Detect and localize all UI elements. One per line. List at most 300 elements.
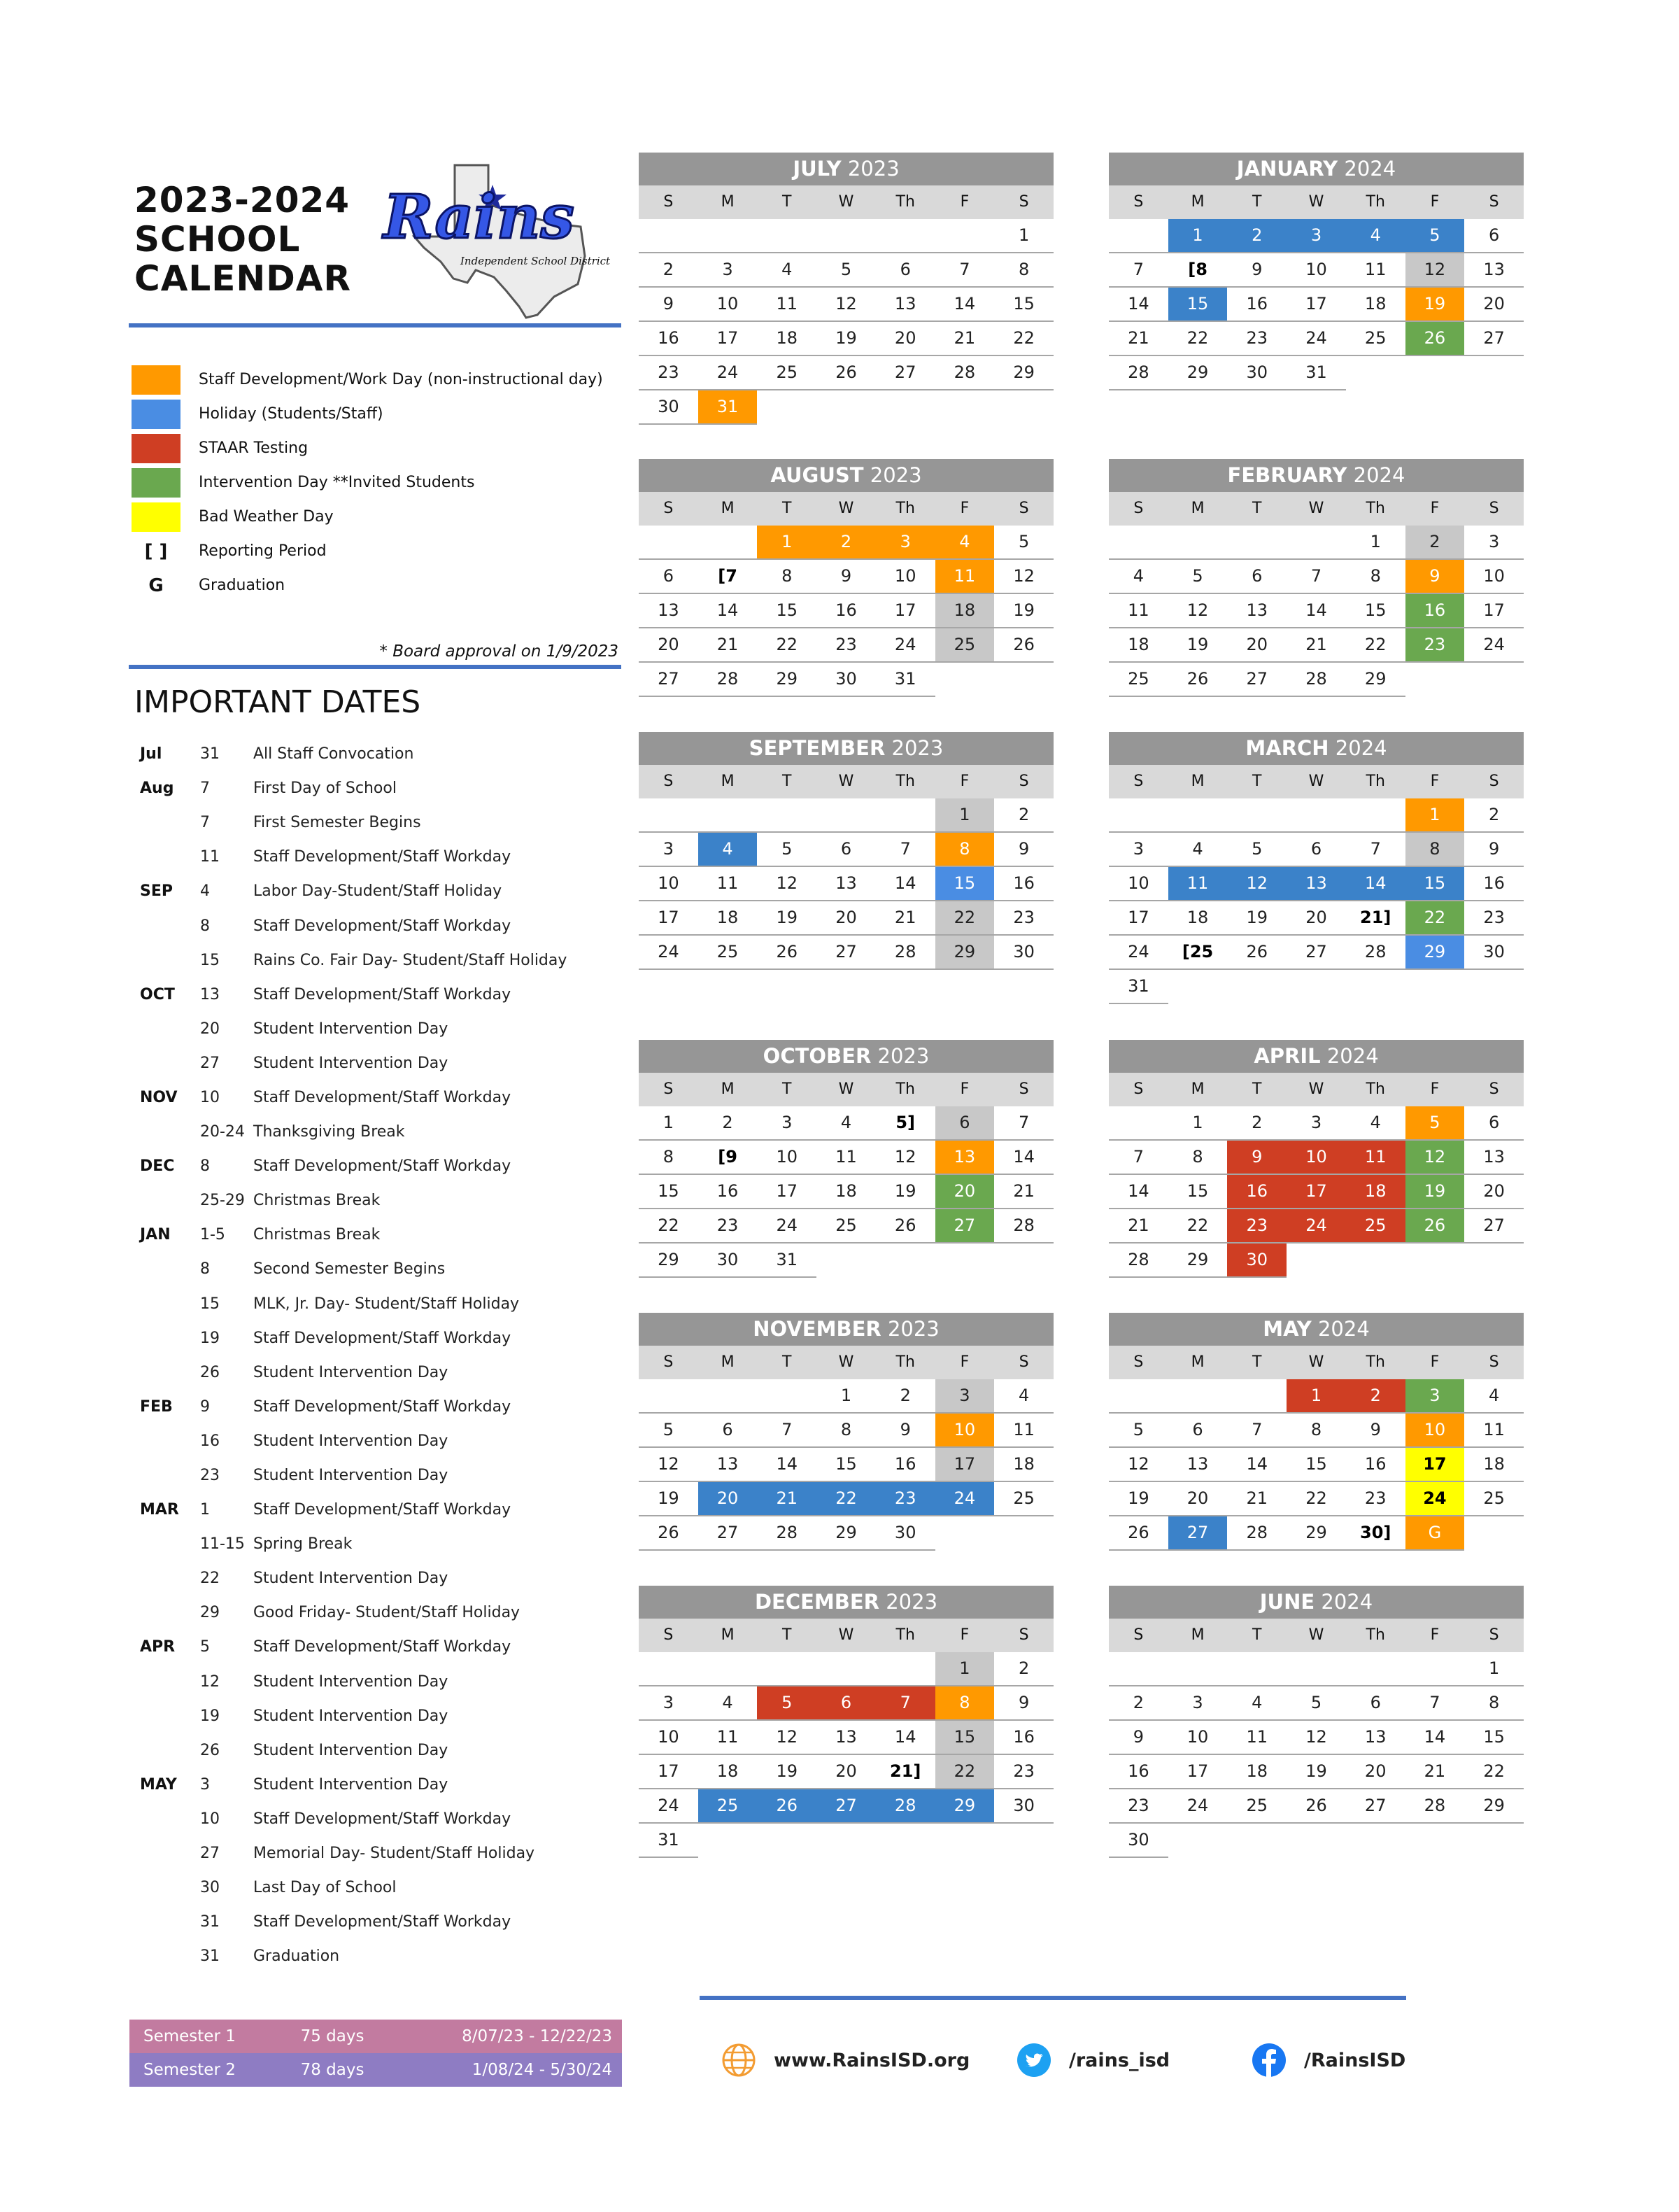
day-cell: 10 — [698, 288, 758, 322]
weekday-label: S — [1019, 1353, 1029, 1371]
empty-day-cell — [994, 663, 1054, 697]
date-day: 16 — [200, 1432, 220, 1450]
month-name: JULY — [793, 157, 842, 181]
date-day: 1-5 — [200, 1226, 225, 1244]
day-cell: 17 — [935, 1448, 995, 1482]
day-cell: 16 — [1227, 1175, 1287, 1209]
month-header — [1109, 1313, 1524, 1346]
date-month: JAN — [140, 1226, 171, 1244]
day-cell: 21 — [994, 1175, 1054, 1209]
date-day: 3 — [200, 1775, 210, 1794]
weekday-label: M — [1191, 773, 1205, 790]
date-day: 27 — [200, 1054, 220, 1072]
empty-day-cell — [935, 1244, 995, 1278]
month-calendar — [1109, 1586, 1524, 1858]
day-cell: 6 — [698, 1414, 758, 1448]
day-cell: 19 — [1405, 288, 1465, 322]
important-date-row — [134, 1149, 624, 1183]
day-cell: 10 — [1405, 1414, 1465, 1448]
facebook-link[interactable] — [1251, 2042, 1405, 2078]
twitter-link[interactable] — [1016, 2042, 1170, 2078]
weekday-label: Th — [1366, 773, 1385, 790]
month-calendar — [1109, 732, 1524, 1004]
day-cell: 26 — [757, 1789, 816, 1824]
weekday-label: M — [1191, 1353, 1205, 1371]
month-year: 2024 — [1326, 1044, 1379, 1068]
date-event: Rains Co. Fair Day- Student/Staff Holiday — [253, 951, 567, 969]
legend — [132, 362, 603, 603]
weekday-label: W — [1308, 1080, 1324, 1098]
day-cell: 26 — [757, 936, 816, 970]
month-header — [1109, 732, 1524, 765]
day-cell: 27 — [1168, 1516, 1228, 1551]
day-cell: 18 — [698, 901, 758, 936]
important-date-row — [134, 840, 624, 874]
day-cell: 26 — [1168, 663, 1228, 697]
board-approval-note: * Board approval on 1/9/2023 — [379, 642, 618, 661]
day-cell: 6 — [1346, 1686, 1405, 1721]
weekday-label: W — [838, 1626, 854, 1644]
empty-day-cell — [639, 219, 698, 253]
empty-day-cell — [1227, 1652, 1287, 1686]
day-cell: 3 — [1405, 1379, 1465, 1414]
day-grid — [1109, 219, 1524, 390]
weekday-label: S — [663, 193, 674, 211]
month-header — [1109, 1040, 1524, 1073]
weekday-label: T — [1252, 193, 1262, 211]
legend-item — [132, 397, 603, 431]
day-cell: 27 — [1287, 936, 1346, 970]
day-cell: 28 — [1109, 1244, 1168, 1278]
date-day: 20 — [200, 1020, 220, 1038]
empty-day-cell — [1346, 356, 1405, 390]
important-date-row — [134, 1321, 624, 1355]
day-cell: 24 — [639, 1789, 698, 1824]
weekday-label: S — [1133, 1353, 1144, 1371]
empty-day-cell — [1227, 526, 1287, 560]
empty-day-cell — [1464, 356, 1524, 390]
weekday-label: F — [1430, 773, 1440, 790]
important-date-row — [134, 1355, 624, 1390]
day-cell: 8 — [757, 560, 816, 594]
day-cell: 10 — [1168, 1721, 1228, 1755]
day-cell: 30 — [639, 390, 698, 425]
semester-name: Semester 2 — [143, 2061, 236, 2079]
date-day: 1 — [200, 1501, 210, 1519]
weekday-label: T — [782, 773, 792, 790]
day-cell: 21 — [1405, 1755, 1465, 1789]
empty-day-cell — [1168, 1379, 1228, 1414]
date-day: 12 — [200, 1672, 220, 1691]
day-cell: 27 — [876, 356, 935, 390]
date-event: Graduation — [253, 1947, 340, 1966]
day-cell: 2 — [1464, 798, 1524, 833]
title-line-calendar: CALENDAR — [134, 258, 351, 299]
day-cell: 16 — [994, 1721, 1054, 1755]
weekday-label: S — [663, 1080, 674, 1098]
weekday-label: Th — [895, 1080, 915, 1098]
date-month: FEB — [140, 1397, 173, 1416]
day-cell: 28 — [876, 936, 935, 970]
day-cell: 23 — [994, 1755, 1054, 1789]
date-day: 8 — [200, 1260, 210, 1278]
weekday-label: F — [960, 193, 970, 211]
month-calendar — [639, 1586, 1054, 1858]
empty-day-cell — [1464, 663, 1524, 697]
day-cell: 13 — [698, 1448, 758, 1482]
day-cell: 27 — [1346, 1789, 1405, 1824]
day-cell: 21 — [757, 1482, 816, 1516]
day-cell: 20 — [698, 1482, 758, 1516]
day-cell: 5 — [1287, 1686, 1346, 1721]
date-day: 26 — [200, 1363, 220, 1381]
day-cell: 21 — [935, 322, 995, 356]
day-cell: 13 — [1346, 1721, 1405, 1755]
day-cell: 23 — [876, 1482, 935, 1516]
empty-day-cell — [1109, 526, 1168, 560]
day-cell: 17 — [1287, 288, 1346, 322]
date-event: Staff Development/Staff Workday — [253, 1157, 511, 1176]
day-cell: 27 — [935, 1209, 995, 1244]
day-cell: 10 — [1464, 560, 1524, 594]
day-grid — [639, 1106, 1054, 1278]
empty-day-cell — [816, 1244, 876, 1278]
date-event: Staff Development/Staff Workday — [253, 917, 511, 935]
day-cell: 22 — [935, 901, 995, 936]
day-cell: 1 — [1168, 1106, 1228, 1141]
day-cell: 19 — [1109, 1482, 1168, 1516]
weekday-label: S — [663, 1626, 674, 1644]
day-cell: 24 — [935, 1482, 995, 1516]
day-cell: 1 — [639, 1106, 698, 1141]
month-name: JUNE — [1259, 1590, 1315, 1614]
day-cell: 28 — [994, 1209, 1054, 1244]
day-cell: 18 — [994, 1448, 1054, 1482]
day-cell: 15 — [935, 867, 995, 901]
date-month: Aug — [140, 780, 174, 798]
day-cell: 24 — [1287, 322, 1346, 356]
weekday-label: W — [838, 1353, 854, 1371]
day-cell: 19 — [757, 1755, 816, 1789]
weekday-label: S — [1133, 773, 1144, 790]
empty-day-cell — [1287, 526, 1346, 560]
day-cell: 6 — [1464, 219, 1524, 253]
day-cell: 30 — [1464, 936, 1524, 970]
weekday-label: W — [1308, 773, 1324, 790]
day-cell: 6 — [639, 560, 698, 594]
empty-day-cell — [1168, 526, 1228, 560]
day-cell: 12 — [994, 560, 1054, 594]
date-day: 5 — [200, 1638, 210, 1656]
legend-label: Bad Weather Day — [199, 508, 334, 526]
empty-day-cell — [1287, 970, 1346, 1004]
weekday-label: W — [838, 1080, 854, 1098]
day-cell: 31 — [1109, 970, 1168, 1004]
important-date-row — [134, 1080, 624, 1115]
weekday-label: F — [960, 773, 970, 790]
day-cell: 25 — [1464, 1482, 1524, 1516]
semester-days: 78 days — [300, 2061, 364, 2079]
day-cell: 29 — [935, 936, 995, 970]
day-cell: 11 — [816, 1141, 876, 1175]
legend-label: Graduation — [199, 577, 285, 594]
empty-day-cell — [1346, 798, 1405, 833]
day-cell: 12 — [1227, 867, 1287, 901]
day-cell: 27 — [639, 663, 698, 697]
weekday-label: F — [960, 1353, 970, 1371]
day-cell: 31 — [876, 663, 935, 697]
month-calendar — [639, 459, 1054, 697]
day-cell: 18 — [1227, 1755, 1287, 1789]
important-date-row — [134, 1836, 624, 1871]
day-cell: 13 — [1464, 253, 1524, 288]
day-cell: 30] — [1346, 1516, 1405, 1551]
day-cell: 10 — [935, 1414, 995, 1448]
day-cell: 14 — [994, 1141, 1054, 1175]
day-cell: 29 — [639, 1244, 698, 1278]
day-cell: 6 — [816, 833, 876, 867]
header-rule — [129, 323, 621, 327]
weekday-label: T — [1252, 1626, 1262, 1644]
day-cell: 29 — [1346, 663, 1405, 697]
weekday-label: S — [1489, 1353, 1499, 1371]
weekday-label: M — [1191, 1626, 1205, 1644]
month-calendar — [1109, 459, 1524, 697]
day-cell: 10 — [876, 560, 935, 594]
empty-day-cell — [1227, 1379, 1287, 1414]
empty-day-cell — [698, 526, 758, 560]
weekday-label: T — [782, 1353, 792, 1371]
date-event: Student Intervention Day — [253, 1570, 448, 1588]
day-cell: 31 — [757, 1244, 816, 1278]
empty-day-cell — [876, 1824, 935, 1858]
month-calendar — [1109, 1040, 1524, 1278]
day-cell: 27 — [1227, 663, 1287, 697]
day-cell: 9 — [1109, 1721, 1168, 1755]
day-cell: 5 — [757, 1686, 816, 1721]
day-cell: 26 — [1405, 1209, 1465, 1244]
weekday-label: S — [1133, 1080, 1144, 1098]
day-cell: 21 — [1227, 1482, 1287, 1516]
day-cell: 21 — [1109, 322, 1168, 356]
day-cell: 11 — [1109, 594, 1168, 628]
day-cell: 28 — [1346, 936, 1405, 970]
day-cell: 7 — [1287, 560, 1346, 594]
day-cell: 3 — [639, 1686, 698, 1721]
day-cell: 3 — [757, 1106, 816, 1141]
empty-day-cell — [1168, 798, 1228, 833]
legend-swatch — [132, 365, 180, 395]
weekday-header — [639, 492, 1054, 526]
day-cell: 19 — [1287, 1755, 1346, 1789]
day-cell: 22 — [1168, 322, 1228, 356]
day-cell: 5 — [1168, 560, 1228, 594]
day-cell: 28 — [757, 1516, 816, 1551]
important-date-row — [134, 771, 624, 805]
day-cell: 5 — [994, 526, 1054, 560]
day-cell: 13 — [1287, 867, 1346, 901]
weekday-label: S — [1019, 193, 1029, 211]
day-cell: 12 — [876, 1141, 935, 1175]
day-cell: 21 — [876, 901, 935, 936]
day-cell: 28 — [1109, 356, 1168, 390]
empty-day-cell — [1168, 1824, 1228, 1858]
day-cell: 24 — [1464, 628, 1524, 663]
day-cell: 18 — [1346, 288, 1405, 322]
day-cell: 22 — [757, 628, 816, 663]
day-cell: 25 — [757, 356, 816, 390]
footer-rule — [700, 1996, 1406, 2000]
empty-day-cell — [1464, 1244, 1524, 1278]
date-day: 31 — [200, 1947, 220, 1966]
day-cell: 14 — [1405, 1721, 1465, 1755]
day-cell: 3 — [935, 1379, 995, 1414]
day-cell: 19 — [757, 901, 816, 936]
weekday-label: M — [1191, 193, 1205, 211]
empty-day-cell — [757, 798, 816, 833]
day-cell: 29 — [935, 1789, 995, 1824]
day-grid — [1109, 1106, 1524, 1278]
day-cell: 27 — [816, 936, 876, 970]
day-cell: 15 — [935, 1721, 995, 1755]
empty-day-cell — [757, 1379, 816, 1414]
day-cell: 23 — [1227, 322, 1287, 356]
day-cell: 9 — [1464, 833, 1524, 867]
day-cell: 29 — [1287, 1516, 1346, 1551]
weekday-label: Th — [895, 193, 915, 211]
empty-day-cell — [1405, 1244, 1465, 1278]
empty-day-cell — [1168, 970, 1228, 1004]
weekday-label: W — [1308, 193, 1324, 211]
day-cell: 10 — [639, 867, 698, 901]
date-event: All Staff Convocation — [253, 745, 414, 763]
day-cell: 1 — [935, 1652, 995, 1686]
day-cell: 15 — [994, 288, 1054, 322]
weekday-label: S — [1133, 1626, 1144, 1644]
day-cell: 5] — [876, 1106, 935, 1141]
day-cell: 23 — [1346, 1482, 1405, 1516]
date-day: 23 — [200, 1467, 220, 1485]
empty-day-cell — [1109, 1652, 1168, 1686]
empty-day-cell — [1405, 663, 1465, 697]
date-event: Staff Development/Staff Workday — [253, 1329, 511, 1347]
day-cell: 20 — [1346, 1755, 1405, 1789]
weekday-label: F — [960, 1626, 970, 1644]
empty-day-cell — [639, 1379, 698, 1414]
weekday-label: W — [838, 193, 854, 211]
day-cell: 13 — [816, 867, 876, 901]
day-cell: 19 — [876, 1175, 935, 1209]
date-event: Christmas Break — [253, 1192, 381, 1210]
weekday-label: Th — [1366, 1080, 1385, 1098]
month-name: MARCH — [1245, 736, 1329, 760]
empty-day-cell — [698, 219, 758, 253]
day-cell: 7 — [994, 1106, 1054, 1141]
day-cell: 26 — [1109, 1516, 1168, 1551]
day-cell: 22 — [816, 1482, 876, 1516]
day-cell: 11 — [935, 560, 995, 594]
day-cell: 8 — [1287, 1414, 1346, 1448]
website-link[interactable] — [721, 2042, 970, 2078]
date-event: Student Intervention Day — [253, 1467, 448, 1485]
day-cell: 16 — [876, 1448, 935, 1482]
day-cell: [8 — [1168, 253, 1228, 288]
weekday-label: T — [782, 193, 792, 211]
date-day: 8 — [200, 917, 210, 935]
day-cell: 12 — [1405, 1141, 1465, 1175]
day-cell: 30 — [1227, 1244, 1287, 1278]
date-day: 22 — [200, 1570, 220, 1588]
weekday-label: M — [721, 773, 735, 790]
day-grid — [1109, 526, 1524, 697]
day-cell: [25 — [1168, 936, 1228, 970]
globe-icon — [721, 2042, 757, 2078]
day-cell: 25 — [1227, 1789, 1287, 1824]
weekday-label: T — [782, 1080, 792, 1098]
weekday-label: S — [1019, 773, 1029, 790]
date-event: Staff Development/Staff Workday — [253, 1638, 511, 1656]
day-cell: 21 — [1109, 1209, 1168, 1244]
day-cell: 5 — [1227, 833, 1287, 867]
important-date-row — [134, 1871, 624, 1905]
date-day: 31 — [200, 745, 220, 763]
day-cell: 19 — [1405, 1175, 1465, 1209]
month-year: 2023 — [870, 463, 922, 487]
day-cell: 30 — [1227, 356, 1287, 390]
day-cell: 9 — [1405, 560, 1465, 594]
empty-day-cell — [1346, 1652, 1405, 1686]
empty-day-cell — [935, 663, 995, 697]
day-cell: 22 — [639, 1209, 698, 1244]
month-name: AUGUST — [770, 463, 864, 487]
important-date-row — [134, 1802, 624, 1836]
day-cell: 8 — [639, 1141, 698, 1175]
important-date-row — [134, 1287, 624, 1321]
day-cell: 14 — [1346, 867, 1405, 901]
day-cell: 4 — [1227, 1686, 1287, 1721]
empty-day-cell — [935, 219, 995, 253]
day-grid — [639, 1652, 1054, 1858]
day-cell: 26 — [1287, 1789, 1346, 1824]
legend-item — [132, 465, 603, 500]
day-cell: 19 — [994, 594, 1054, 628]
semester-1-row — [129, 2020, 622, 2053]
important-date-row — [134, 1012, 624, 1046]
empty-day-cell — [1109, 1379, 1168, 1414]
day-cell: 13 — [935, 1141, 995, 1175]
day-cell: 15 — [639, 1175, 698, 1209]
important-date-row — [134, 1390, 624, 1424]
important-date-row — [134, 1527, 624, 1561]
day-cell: 18 — [757, 322, 816, 356]
day-cell: 10 — [1109, 867, 1168, 901]
day-cell: 23 — [1109, 1789, 1168, 1824]
day-cell: 2 — [1109, 1686, 1168, 1721]
important-date-row — [134, 1458, 624, 1493]
day-cell: 6 — [1464, 1106, 1524, 1141]
day-cell: 1 — [1168, 219, 1228, 253]
day-cell: 26 — [1227, 936, 1287, 970]
month-header — [1109, 153, 1524, 185]
day-cell: 20 — [816, 901, 876, 936]
day-cell: 13 — [1227, 594, 1287, 628]
weekday-label: T — [1252, 1080, 1262, 1098]
empty-day-cell — [1405, 1652, 1465, 1686]
day-cell: 1 — [816, 1379, 876, 1414]
day-cell: 14 — [757, 1448, 816, 1482]
legend-label: Reporting Period — [199, 542, 327, 560]
facebook-handle: /RainsISD — [1304, 2049, 1406, 2071]
